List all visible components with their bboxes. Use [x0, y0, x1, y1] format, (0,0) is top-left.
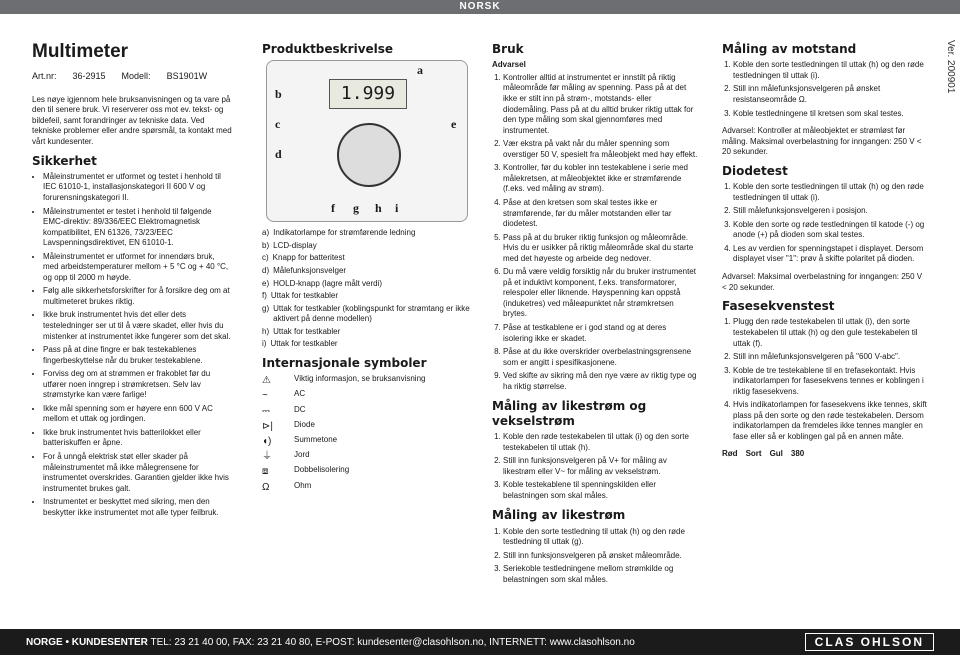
buzzer-icon: ◖)	[262, 436, 272, 447]
list-item: • Følg alle sikkerhetsforskrifter for å forsikre deg om at multimeteret brukes riktig.	[43, 286, 232, 307]
lcd-display: 1.999	[329, 79, 407, 109]
diode-heading: Diodetest	[722, 163, 788, 178]
list-item: 8. Påse at du ikke overskrider overbelastningsgrensene som er angitt i spesifikasjonene.	[503, 347, 698, 368]
art-value: 36-2915	[72, 70, 106, 81]
legend-item: i) Uttak for testkabler	[262, 339, 338, 349]
multimeter-diagram	[266, 60, 468, 222]
legend-item: d) Målefunksjonsvelger	[262, 266, 347, 276]
safety-heading: Sikkerhet	[32, 153, 97, 168]
diode-list	[722, 182, 928, 265]
symbol-row: ⊳| Diode	[262, 419, 315, 432]
phase-list	[722, 317, 928, 442]
list-item: 1. Koble den røde testekabelen til uttak (i) og den sorte testekabelen til uttak (h).	[503, 432, 698, 453]
usage-warning-label: Advarsel	[492, 60, 526, 70]
resistance-list	[722, 60, 928, 119]
resistance-warning: Advarsel: Kontroller at måleobjektet er strømløst før måling. Maksimal overbelastning for inngangen: 250 V < 20 sekunder.	[722, 126, 922, 157]
diagram-legend	[262, 228, 478, 349]
column-intro	[32, 42, 232, 525]
list-item: 3. Koble testekablene til spenningskilden eller belastningen som skal måles.	[503, 480, 698, 501]
language-tab: NORSK	[0, 0, 960, 14]
lead-yellow-label: Gul	[769, 449, 783, 459]
list-item: 2. Still inn funksjonsvelgeren på V+ for måling av likestrøm eller V~ for måling av vekselstrøm.	[503, 456, 698, 477]
list-item: • Ikke mål spenning som er høyere enn 600 V AC mellom et uttak og jordingen.	[43, 404, 232, 425]
symbol-row: ◖) Summetone	[262, 435, 338, 447]
ac-icon: ~	[262, 390, 268, 402]
list-item: 1. Koble den sorte testledningen til uttak (h) og den røde testledningen til uttak (i).	[733, 60, 928, 81]
column-description	[262, 42, 478, 496]
callout-h: h	[375, 201, 382, 216]
list-item: 7. Påse at testkablene er i god stand og at deres isolering ikke er skadet.	[503, 323, 698, 344]
legend-item: a) Indikatorlampe for strømførende ledning	[262, 228, 416, 238]
dc-current-heading: Måling av likestrøm	[492, 508, 626, 523]
list-item: • Måleinstrumentet er utformet for innendørs bruk, med arbeidstemperaturer mellom + 5 °C og + 40 °C, og opp til 2000 m høyde.	[43, 252, 232, 284]
list-item: 2. Vær ekstra på vakt når du måler spenning som overstiger 50 V, spesielt fra måleobjekt med høy effekt.	[503, 139, 698, 160]
phase-heading: Fasesekvenstest	[722, 299, 835, 314]
list-item: • Ikke bruk instrumentet hvis batterilokket eller batteriskuffen er åpne.	[43, 428, 232, 449]
art-label: Art.nr:	[32, 70, 57, 81]
list-item: 6. Du må være veldig forsiktig når du bruker instrumentet på et induktivt komponent, f.eks. transformatorer, relespoler eller liknende. Høyspenning kan oppstå (induketres) ved måleøpunktet når strømkretsen brytes.	[503, 267, 698, 320]
dc-icon: ⎓	[262, 405, 270, 417]
list-item: 4. Påse at den kretsen som skal testes ikke er strømførende, før du måler motstanden eller tar diodetest.	[503, 198, 698, 230]
footer-contact	[26, 637, 635, 648]
footer-details: TEL: 23 21 40 00, FAX: 23 21 40 80, E-POST: kundesenter@clasohlson.no, INTERNETT: www.clasohlson.no	[150, 636, 635, 648]
legend-item: e) HOLD-knapp (lagre målt verdi)	[262, 278, 383, 288]
list-item: 2. Still inn målefunksjonsvelgeren på ønsket resistanseområde Ω.	[733, 84, 928, 105]
callout-d: d	[275, 147, 282, 162]
callout-c: c	[275, 117, 281, 132]
callout-i: i	[395, 201, 399, 216]
symbol-row: ⚠ Viktig informasjon, se bruksanvisning	[262, 374, 426, 387]
resistance-heading: Måling av motstand	[722, 42, 857, 56]
callout-b: b	[275, 87, 282, 102]
ohm-icon: Ω	[262, 481, 270, 493]
list-item: • Forviss deg om at strømmen er frakoblet før du utfører noen inngrep i strømkretsen. Selv lav strømstyrke kan være farlige!	[43, 369, 232, 401]
list-item: 3. Koble de tre testekablene til en trefasekontakt. Hvis indikatorlampen for fasesekvens tennes er koblingen i riktig fasesekvens.	[733, 366, 928, 398]
footer-bar	[0, 629, 960, 655]
version-label: Ver. 200901	[945, 40, 956, 94]
usage-list	[492, 73, 698, 392]
warning-icon: ⚠	[262, 375, 271, 387]
diode-warning: Advarsel: Maksimal overbelastning for inngangen: 250 V < 20 sekunder.	[722, 271, 923, 292]
list-item: 9. Ved skifte av sikring må den nye være av riktig type og ha riktig størrelse.	[503, 371, 698, 392]
usage-heading: Bruk	[492, 42, 524, 56]
symbols-heading: Internasjonale symboler	[262, 355, 427, 370]
description-heading: Produktbeskrivelse	[262, 42, 394, 56]
safety-list	[32, 172, 232, 518]
list-item: 3. Koble den sorte og røde testledningen til katode (-) og anode (+) på dioden som skal testes.	[733, 220, 928, 241]
list-item: 1. Koble den sorte testledningen til uttak (h) og den røde testledningen til uttak (i).	[733, 182, 928, 203]
legend-item: h) Uttak for testkabler	[262, 326, 341, 336]
ground-icon: ⏚	[262, 451, 272, 463]
phase-lead-labels	[722, 449, 928, 460]
double-insulation-icon: ⧈	[262, 466, 269, 478]
list-item: 3. Kontroller, før du kobler inn testekablene i serie med målekretsen, at måleobjektet ikke er strømførende (f.eks. ved måling av strøm).	[503, 163, 698, 195]
product-meta	[32, 71, 232, 83]
dc-ac-list	[492, 432, 698, 501]
footer-region: NORGE • KUNDESENTER	[26, 636, 148, 648]
function-dial	[337, 123, 401, 187]
symbol-row: ~ AC	[262, 389, 306, 402]
callout-g: g	[353, 201, 359, 216]
column-tests	[722, 42, 928, 460]
column-usage	[492, 42, 698, 592]
legend-item: b) LCD-display	[262, 240, 317, 250]
diode-icon: ⊳|	[262, 420, 273, 432]
list-item: 1. Kontroller alltid at instrumentet er innstilt på riktig måleområde før måling av spenning. Pass på at det ikke er stilt inn på strøm-, motstands- eller diodemåling. Pass på at du alltid bruker riktig uttak for den type måling som skal gjennomføres med instrumentet.	[503, 73, 698, 136]
callout-f: f	[331, 201, 335, 216]
model-value: BS1901W	[166, 70, 208, 81]
list-item: 2. Still inn målefunksjonsvelgeren på "600 V-abc".	[733, 352, 928, 363]
intro-text: Les nøye igjennom hele bruksanvisningen og ta vare på den til senere bruk. Vi reserverer oss mot ev. tekst- og bildefeil, samt forandringer av tekniske data. Ved tekniske problemer eller andre spørsmål, ta kontakt med vårt kundesenter.	[32, 94, 232, 146]
dc-current-list	[492, 527, 698, 586]
lead-red-label: Rød	[722, 449, 738, 459]
legend-item: c) Knapp for batteritest	[262, 253, 345, 263]
product-title: Multimeter	[32, 41, 129, 62]
callout-e: e	[451, 117, 457, 132]
phase-display: 380	[790, 449, 805, 459]
list-item: 3. Seriekoble testledningene mellom strømkilde og belastningen som skal måles.	[503, 564, 698, 585]
legend-item: f) Uttak for testkabler	[262, 291, 339, 301]
list-item: 4. Les av verdien for spenningstapet i displayet. Dersom displayet viser "1": prøv å skifte polaritet på dioden.	[733, 244, 928, 265]
list-item: 1. Koble den sorte testledning til uttak (h) og den røde testledning til uttak (g).	[503, 527, 698, 548]
symbol-row: ⏚ Jord	[262, 450, 310, 463]
symbol-row: ⧈ Dobbelisolering	[262, 465, 350, 478]
list-item: 5. Pass på at du bruker riktig funksjon og måleområde. Hvis du er usikker på riktig måleområde skal du starte med det høyeste og arbeide deg nedover.	[503, 233, 698, 265]
symbols-list	[262, 374, 478, 494]
symbol-row: ⎓ DC	[262, 404, 306, 417]
list-item: • Ikke bruk instrumentet hvis det eller dets testeledninger ser ut til å være skadet, eller hvis du mistenker at instrumentet ikke fungerer som det skal.	[43, 310, 232, 342]
brand-logo: CLAS OHLSON	[805, 633, 934, 651]
legend-item: g) Uttak for testkabler (koblingspunkt for strømtang er ikke aktivert på denne modellen)	[262, 303, 470, 324]
list-item: 3. Koble testledningene til kretsen som skal testes.	[733, 109, 928, 120]
list-item: 4. Hvis indikatorlampen for fasesekvens ikke tennes, skift plass på den sorte og den røde testekabelen. Dersom indikatorlampen da fremdeles ikke tennes mangler en fase eller så er koblingen gal på en annen måte.	[733, 400, 928, 442]
list-item: • Pass på at dine fingre er bak testekablenes fingerbeskyttelse når du bruker testekablene.	[43, 345, 232, 366]
dc-ac-heading: Måling av likestrøm og vekselstrøm	[492, 399, 647, 428]
list-item: 1. Plugg den røde testekabelen til uttak (i), den sorte testekabelen til uttak (h) og den gule testekabelen til uttak (f).	[733, 317, 928, 349]
list-item: 2. Still målefunksjonsvelgeren i posisjon.	[733, 206, 928, 217]
list-item: • Måleinstrumentet er testet i henhold til følgende EMC-direktiv: 89/336/EEC Elektromagnetisk kompatibilitet, EN 61326, 73/23/EEC Lavspenningsdirektivet, EN 61010-1.	[43, 207, 232, 249]
lead-black-label: Sort	[745, 449, 762, 459]
list-item: • Instrumentet er beskyttet med sikring, men den beskytter ikke instrumentet mot alle typer feilbruk.	[43, 497, 232, 518]
model-label: Modell:	[121, 70, 151, 81]
list-item: 2. Still inn funksjonsvelgeren på ønsket måleområde.	[503, 551, 698, 562]
list-item: • For å unngå elektrisk støt eller skader på måleinstrumentet må ikke målegrensene for instrumentet overskrides. Garantien gjelder ikke hvis instrumentet brukes galt.	[43, 452, 232, 494]
callout-a: a	[417, 63, 423, 78]
symbol-row: Ω Ohm	[262, 480, 312, 493]
list-item: • Måleinstrumentet er utformet og testet i henhold til IEC 61010-1, installasjonskategori II 600 V og forurensningskategori II.	[43, 172, 232, 204]
